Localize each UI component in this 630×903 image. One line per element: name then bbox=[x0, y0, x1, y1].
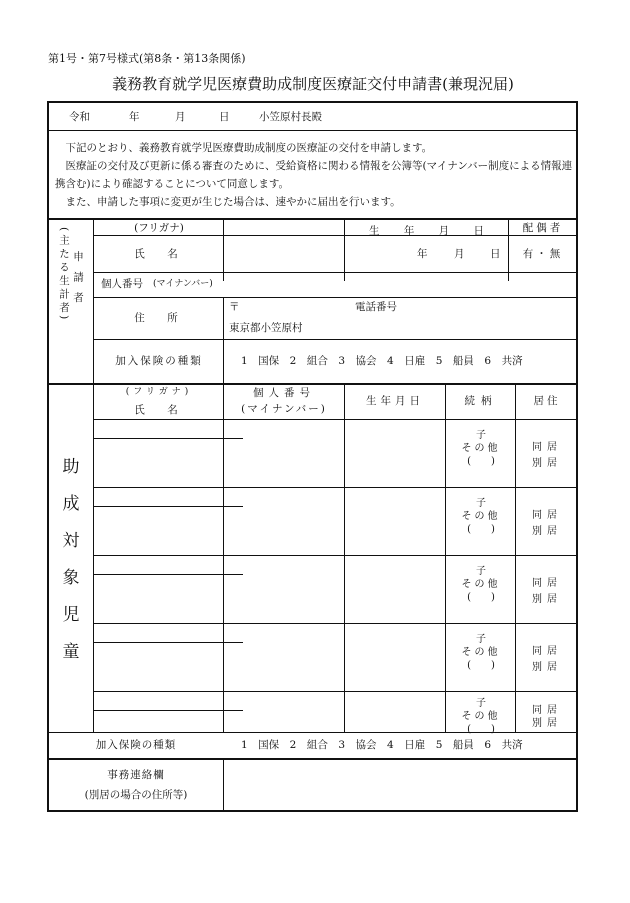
grid-line bbox=[93, 297, 576, 298]
application-form bbox=[47, 101, 578, 812]
insurance-label: 加入保険の種類 bbox=[115, 355, 203, 367]
grid-line bbox=[344, 384, 345, 732]
children-side-char: 童 bbox=[62, 642, 80, 662]
relation-child: 子 bbox=[476, 498, 486, 509]
residence-together: 同居 bbox=[532, 442, 562, 453]
address-value: 東京都小笠原村 bbox=[229, 322, 303, 334]
residence-together: 同居 bbox=[532, 510, 562, 521]
form-title: 義務教育就学児医療費助成制度医療証交付申請書(兼現況届) bbox=[112, 75, 514, 93]
residence-together: 同居 bbox=[532, 578, 562, 589]
residence-separate: 別居 bbox=[532, 594, 562, 605]
divider bbox=[49, 130, 576, 131]
child-relation-cell bbox=[447, 633, 515, 672]
children-side-char: 助 bbox=[62, 457, 80, 477]
child-mynumber-header: 個人番号 bbox=[253, 387, 315, 399]
divider bbox=[49, 218, 576, 220]
child-furigana-header: (フリガナ) bbox=[125, 387, 193, 397]
divider bbox=[49, 758, 576, 760]
child-residence-cell bbox=[517, 576, 577, 608]
month-label: 月 bbox=[175, 111, 186, 123]
furigana-label: (フリガナ) bbox=[134, 222, 184, 234]
birth-header-4: 日 bbox=[473, 225, 484, 237]
child-mynumber-sub: (マイナンバー) bbox=[241, 403, 327, 415]
birth-header bbox=[349, 223, 504, 238]
divider bbox=[49, 383, 576, 385]
declaration-text bbox=[55, 139, 575, 211]
children-side-char: 成 bbox=[62, 494, 80, 514]
spouse-value: 有・無 bbox=[522, 248, 564, 260]
child-relation-cell bbox=[447, 565, 515, 604]
phone-label: 電話番号 bbox=[355, 301, 397, 313]
address-label: 住 所 bbox=[134, 312, 184, 324]
child-residence-cell bbox=[517, 644, 577, 676]
form-number: 第1号・第7号様式(第8条・第13条関係) bbox=[48, 52, 246, 65]
declaration-line-2: 医療証の交付及び更新に係る審査のために、受給資格に関わる情報を公簿等(マイナンバー制度による情報連携含む)により確認することについて同意します。 bbox=[55, 160, 573, 190]
era-label: 令和 bbox=[69, 111, 90, 123]
year-label: 年 bbox=[129, 111, 140, 123]
grid-line bbox=[93, 339, 576, 340]
children-side-char: 児 bbox=[62, 605, 80, 625]
relation-other: その他 bbox=[461, 579, 501, 590]
child-birth-header: 生年月日 bbox=[366, 395, 424, 407]
residence-separate: 別居 bbox=[532, 458, 562, 469]
grid-line bbox=[223, 759, 224, 812]
insurance-options: 1 国保 2 組合 3 協会 4 日雇 5 船員 6 共済 bbox=[241, 355, 523, 367]
relation-paren: ( ) bbox=[467, 524, 495, 535]
spouse-header: 配偶者 bbox=[522, 222, 564, 234]
grid-line bbox=[93, 272, 576, 273]
grid-line bbox=[93, 438, 243, 439]
addressee: 小笠原村長殿 bbox=[259, 111, 322, 123]
grid-line bbox=[515, 384, 516, 732]
residence-together: 同居 bbox=[532, 646, 562, 657]
relation-child: 子 bbox=[476, 698, 486, 709]
relation-child: 子 bbox=[476, 634, 486, 645]
relation-other: その他 bbox=[461, 711, 501, 722]
child-insurance-options: 1 国保 2 組合 3 協会 4 日雇 5 船員 6 共済 bbox=[241, 739, 523, 751]
postal-mark: 〒 bbox=[229, 301, 240, 313]
child-residence-header: 居住 bbox=[533, 395, 561, 407]
grid-line bbox=[93, 574, 243, 575]
child-name-header: 氏 名 bbox=[134, 404, 184, 416]
declaration-line-3: また、申請した事項に変更が生じた場合は、速やかに届出を行います。 bbox=[65, 196, 401, 208]
child-relation-cell bbox=[447, 429, 515, 468]
grid-line bbox=[93, 219, 94, 383]
children-side-char: 対 bbox=[62, 531, 80, 551]
grid-line bbox=[93, 642, 243, 643]
grid-line bbox=[223, 384, 224, 732]
relation-other: その他 bbox=[461, 647, 501, 658]
grid-line bbox=[93, 487, 576, 488]
relation-child: 子 bbox=[476, 566, 486, 577]
residence-separate: 別居 bbox=[532, 526, 562, 537]
child-relation-cell bbox=[447, 497, 515, 536]
child-relation-cell bbox=[447, 697, 515, 736]
relation-paren: ( ) bbox=[467, 592, 495, 603]
residence-separate: 別居 bbox=[532, 718, 562, 729]
relation-paren: ( ) bbox=[467, 456, 495, 467]
relation-paren: ( ) bbox=[467, 660, 495, 671]
grid-line bbox=[93, 384, 94, 732]
mynumber-label: 個人番号 bbox=[101, 278, 143, 290]
grid-line bbox=[223, 297, 224, 383]
birth-day-unit: 日 bbox=[490, 248, 501, 260]
grid-line bbox=[93, 419, 576, 420]
relation-paren: ( ) bbox=[467, 724, 495, 735]
applicant-side-inner: 申請者 bbox=[72, 251, 84, 313]
day-label: 日 bbox=[219, 111, 230, 123]
office-label: 事務連絡欄 bbox=[107, 769, 165, 781]
grid-line bbox=[93, 710, 243, 711]
name-label: 氏 名 bbox=[134, 248, 184, 260]
children-side-char: 象 bbox=[62, 568, 80, 588]
child-insurance-label: 加入保険の種類 bbox=[95, 739, 177, 751]
child-residence-cell bbox=[517, 508, 577, 540]
applicant-side-outer: (主たる生計者) bbox=[58, 227, 70, 323]
declaration-line-1: 下記のとおり、義務教育就学児医療費助成制度の医療証の交付を申請します。 bbox=[65, 142, 433, 154]
relation-child: 子 bbox=[476, 430, 486, 441]
children-side-label bbox=[59, 459, 83, 661]
child-residence-cell bbox=[517, 440, 577, 472]
residence-together: 同居 bbox=[532, 705, 562, 716]
grid-line bbox=[445, 384, 446, 732]
residence-separate: 別居 bbox=[532, 662, 562, 673]
grid-line bbox=[93, 555, 576, 556]
relation-other: その他 bbox=[461, 443, 501, 454]
mynumber-sub: (マイナンバー) bbox=[153, 279, 213, 289]
office-sub: (別居の場合の住所等) bbox=[84, 789, 188, 801]
birth-month-unit: 月 bbox=[454, 248, 465, 260]
birth-header-1: 生 bbox=[369, 225, 380, 237]
child-relation-header: 続柄 bbox=[464, 395, 498, 407]
grid-line bbox=[93, 506, 243, 507]
grid-line bbox=[93, 691, 576, 692]
child-residence-cell bbox=[517, 704, 577, 730]
birth-header-2: 年 bbox=[403, 225, 415, 237]
grid-line bbox=[93, 623, 576, 624]
birth-header-3: 月 bbox=[438, 225, 450, 237]
relation-other: その他 bbox=[461, 511, 501, 522]
birth-year-unit: 年 bbox=[417, 248, 428, 260]
